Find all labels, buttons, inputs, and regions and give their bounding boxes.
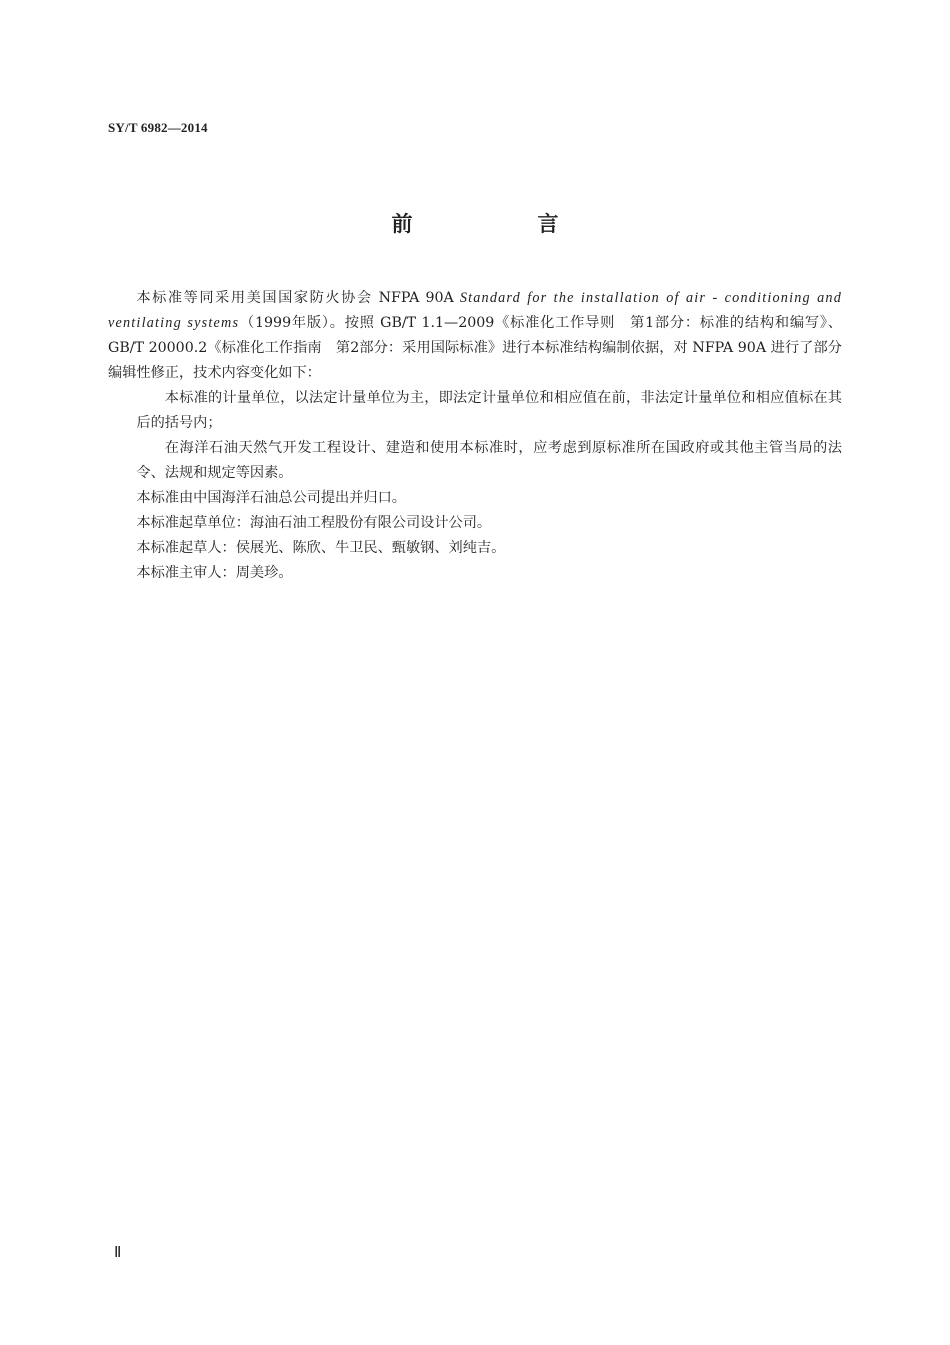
standard-code: SY/T 6982—2014 xyxy=(108,120,208,135)
intro-suffix: （1999年版）。按照 GB/T 1.1—2009《标准化工作导则 第1部分：标准的结构和编写》、GB/T 20000.2《标准化工作指南 第2部分：采用国际标准》进行本标准结构编制依据，对 NFPA 90A 进行了部分编辑性修正，技术内容变化如下： xyxy=(108,315,842,381)
drafting-unit-paragraph: 本标准起草单位：海油石油工程股份有限公司设计公司。 xyxy=(136,515,492,531)
page-number: Ⅱ xyxy=(114,1245,122,1261)
drafters-paragraph: 本标准起草人：侯展光、陈欣、牛卫民、甄敏钢、刘纯吉。 xyxy=(136,540,506,556)
page-title: 前 言 xyxy=(391,212,611,236)
change-item-units-text: 本标准的计量单位，以法定计量单位为主，即法定计量单位和相应值在前，非法定计量单位和相应值标在其后的括号内； xyxy=(136,390,842,431)
change-item-regulations-text: 在海洋石油天然气开发工程设计、建造和使用本标准时，应考虑到原标准所在国政府或其他主管当局的法令、法规和规定等因素。 xyxy=(136,440,842,481)
intro-prefix: 本标准等同采用美国国家防火协会 NFPA 90A xyxy=(136,290,460,306)
proposer-paragraph: 本标准由中国海洋石油总公司提出并归口。 xyxy=(136,490,406,506)
change-item-regulations xyxy=(108,436,842,486)
original-standard-title: Standard for the installation of air - conditioning and ventilating systems xyxy=(108,290,842,331)
change-item-units xyxy=(108,386,842,436)
foreword-body xyxy=(108,286,842,586)
reviewer-paragraph: 本标准主审人：周美珍。 xyxy=(136,565,293,581)
intro-paragraph xyxy=(108,286,842,386)
